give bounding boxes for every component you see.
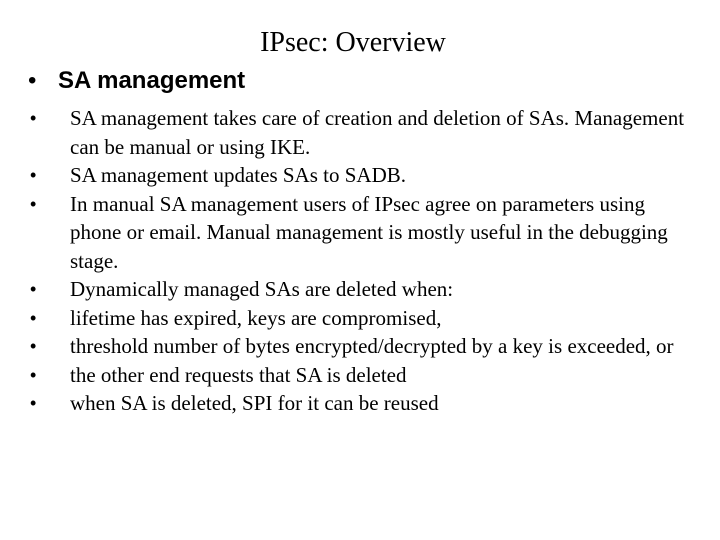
bullet-icon: • <box>30 108 37 128</box>
list-item-text: Dynamically managed SAs are deleted when: <box>70 277 454 301</box>
bullet-icon: • <box>30 307 37 328</box>
list-item <box>28 190 698 276</box>
list-item-text: SA management updates SAs to SADB. <box>70 163 406 187</box>
list-item-text: lifetime has expired, keys are compromised, <box>70 305 442 330</box>
list-item-text: when SA is deleted, SPI for it can be reused <box>70 391 439 415</box>
bullet-icon: • <box>30 336 37 356</box>
bullet-icon: • <box>30 364 37 385</box>
list-item <box>28 332 698 361</box>
list-item-text: SA management takes care of creation and deletion of SAs. Management can be manual or using IKE. <box>70 106 685 159</box>
list-item <box>28 389 698 418</box>
list-item <box>28 304 698 333</box>
list-item <box>28 161 698 190</box>
section-heading <box>28 65 245 97</box>
list-item <box>28 361 698 390</box>
list-item <box>28 275 698 304</box>
list-item-text: the other end requests that SA is deleted <box>70 362 407 387</box>
list-item-text: In manual SA management users of IPsec agree on parameters using phone or email. Manual management is mostly useful in the debugging stage. <box>70 191 668 273</box>
slide-title <box>0 26 720 60</box>
bullet-list <box>28 104 698 418</box>
section-heading-text: SA management <box>58 67 246 94</box>
bullet-icon: • <box>30 165 37 185</box>
slide-title-text: IPsec: Overview <box>260 27 446 58</box>
bullet-icon: • <box>30 193 37 214</box>
list-item <box>28 104 698 161</box>
bullet-icon: • <box>30 279 37 299</box>
list-item-text: threshold number of bytes encrypted/decrypted by a key is exceeded, or <box>70 334 674 358</box>
bullet-icon: • <box>28 67 37 94</box>
bullet-icon: • <box>30 393 37 413</box>
